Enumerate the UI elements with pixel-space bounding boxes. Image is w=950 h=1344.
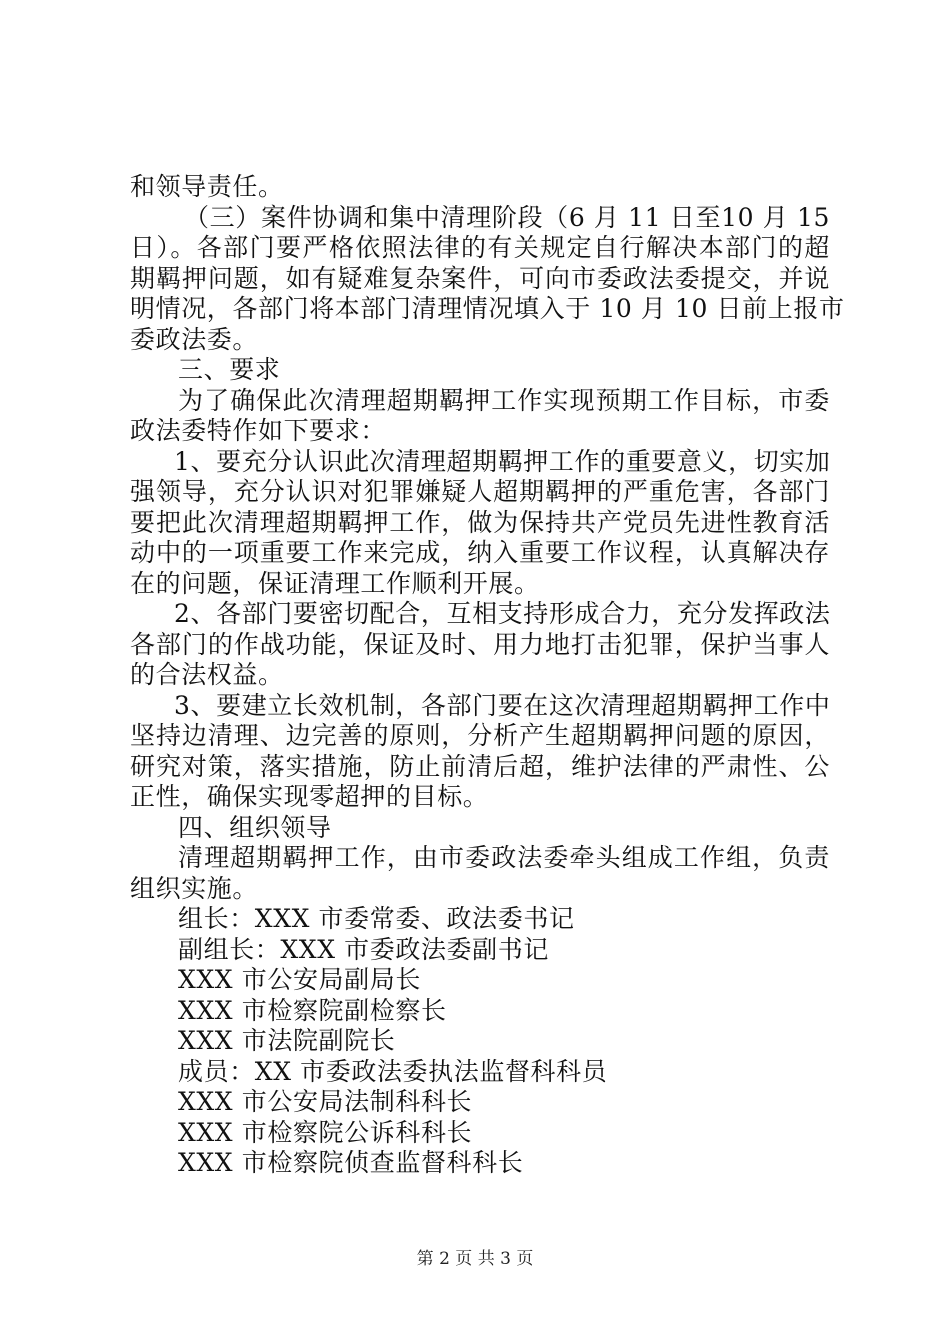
member-line: XXX 市检察院副检察长	[178, 995, 447, 1025]
text-line: 2、各部门要密切配合，互相支持形成合力，充分发挥政法	[174, 599, 831, 628]
page-number-footer: 第 2 页 共 3 页	[416, 1249, 534, 1269]
text-line: 组织实施。	[130, 873, 259, 903]
member-line: XXX 市检察院侦查监督科科长	[178, 1148, 524, 1177]
text-line: 期羁押问题，如有疑难复杂案件，可向市委政法委提交，并说	[130, 263, 830, 293]
text-line: 1、要充分认识此次清理超期羁押工作的重要意义，切实加	[174, 446, 831, 476]
member-line: XXX 市法院副院长	[178, 1026, 396, 1055]
text-line: 3、要建立长效机制，各部门要在这次清理超期羁押工作中	[174, 690, 831, 720]
member-line: 副组长：XXX 市委政法委副书记	[178, 934, 549, 964]
document-body	[130, 172, 845, 1179]
text-line: 清理超期羁押工作，由市委政法委牵头组成工作组，负责	[178, 843, 830, 872]
text-line: 和领导责任。	[130, 172, 284, 201]
text-line: 的合法权益。	[130, 660, 284, 689]
text-line: 委政法委。	[130, 324, 259, 354]
text-line: 强领导，充分认识对犯罪嫌疑人超期羁押的严重危害，各部门	[130, 477, 830, 506]
text-line: 政法委特作如下要求：	[130, 416, 387, 445]
text-line: （三）案件协调和集中清理阶段（6 月 11 日至10 月 15	[184, 202, 830, 232]
text-line: 正性，确保实现零超押的目标。	[130, 782, 489, 811]
member-line: XXX 市公安局副局长	[178, 965, 421, 994]
text-line: 各部门的作战功能，保证及时、用力地打击犯罪，保护当事人	[130, 629, 830, 659]
text-line: 明情况，各部门将本部门清理情况填入于 10 月 10 日前上报市	[130, 294, 845, 323]
text-line: 动中的一项重要工作来完成，纳入重要工作议程，认真解决存	[130, 538, 830, 567]
text-line: 为了确保此次清理超期羁押工作实现预期工作目标，市委	[178, 385, 830, 415]
text-line: 在的问题，保证清理工作顺利开展。	[130, 568, 540, 598]
member-line: 成员：XX 市委政法委执法监督科科员	[178, 1056, 608, 1086]
member-line: XXX 市公安局法制科科长	[178, 1087, 473, 1116]
member-line: XXX 市检察院公诉科科长	[178, 1117, 473, 1147]
text-line: 要把此次清理超期羁押工作，做为保持共产党员先进性教育活	[130, 507, 830, 537]
member-line: 组长：XXX 市委常委、政法委书记	[178, 904, 575, 933]
section-heading: 三、要求	[178, 355, 281, 384]
section-heading: 四、组织领导	[178, 812, 332, 842]
text-line: 日）。各部门要严格依照法律的有关规定自行解决本部门的超	[130, 233, 830, 262]
text-line: 研究对策，落实措施，防止前清后超，维护法律的严肃性、公	[130, 751, 830, 781]
text-line: 坚持边清理、边完善的原则，分析产生超期羁押问题的原因，	[130, 721, 830, 750]
